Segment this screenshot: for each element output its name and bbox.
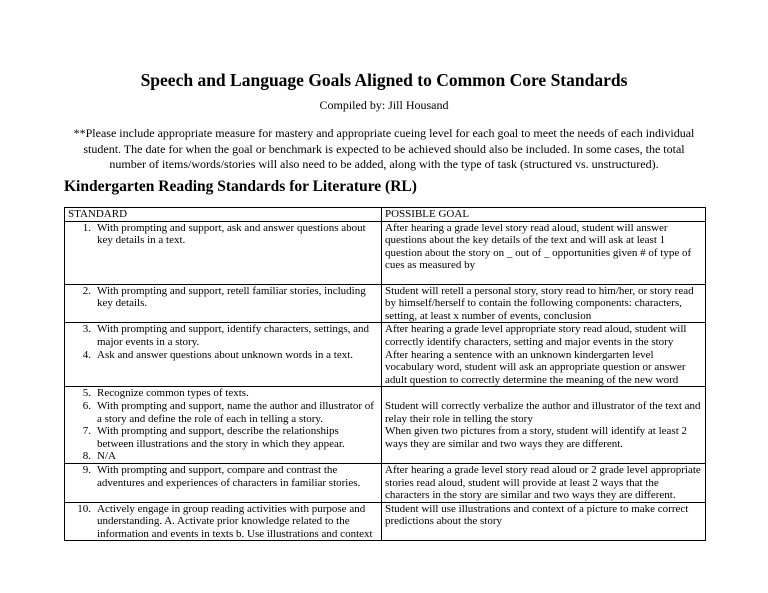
standard-text: Recognize common types of texts. [97, 387, 249, 400]
standard-item [68, 387, 378, 400]
standard-item [68, 285, 378, 310]
standard-number: 5. [82, 387, 91, 400]
standard-number: 6. [82, 399, 91, 412]
header-row [65, 208, 706, 222]
goal-cell: Student will use illustrations and context of a picture to make correct predictions about the story [382, 502, 706, 541]
standard-text: With prompting and support, describe the relationships between illustrations and the story in which they appear. [97, 425, 345, 450]
standard-number: 8. [82, 450, 91, 463]
instructions-note: **Please include appropriate measure for mastery and appropriate cueing level for each goal to meet the needs of each individual student. The date for when the goal or benchmark is expected to be achieved should also be included. In some cases, the total number of items/words/stories will also need to be added, along with the type of task (structured vs. unstructured). [73, 126, 695, 171]
standard-cell [65, 221, 382, 284]
standard-text: With prompting and support, ask and answer questions about key details in a text. [97, 221, 366, 247]
standard-cell [65, 502, 382, 541]
standard-text: N/A [97, 450, 116, 463]
standard-number: 1. [82, 221, 91, 234]
goal-cell: After hearing a grade level appropriate story read aloud, student will correctly identify characters, setting and major events in the story After hearing a sentence with an unknown kindergarten level vocabulary word, student will ask an appropriate question or answer adult question to correctly determine the meaning of the new word [382, 323, 706, 387]
table-row [65, 387, 706, 464]
standard-cell [65, 463, 382, 502]
table-row [65, 502, 706, 541]
standard-item [68, 400, 378, 425]
standard-text: With prompting and support, compare and contrast the adventures and experiences of characters in familiar stories. [97, 463, 361, 489]
standard-item [68, 464, 378, 489]
standard-number: 10. [77, 502, 91, 515]
goal-cell: After hearing a grade level story read aloud, student will answer questions about the key details of the text and will ask at least 1 question about the story on _ out of _ opportunities given # of type of cues as measured by [382, 221, 706, 284]
standard-cell [65, 323, 382, 387]
standard-text: With prompting and support, retell familiar stories, including key details. [97, 284, 366, 310]
standard-number: 4. [82, 348, 91, 361]
goal-cell: Student will correctly verbalize the author and illustrator of the text and relay their role in telling the story When given two pictures from a story, student will identify at least 2 ways they are similar and two ways they are different. [382, 387, 706, 464]
standard-item [68, 503, 378, 541]
goal-cell: Student will retell a personal story, story read to him/her, or story read by himself/herself to contain the following components: characters, setting, at least x number of events, conclusion [382, 284, 706, 323]
standard-item [68, 425, 378, 450]
standard-text: With prompting and support, name the author and illustrator of a story and define the role of each in telling a story. [97, 399, 374, 425]
header-standard: STANDARD [65, 208, 382, 222]
goals-table [64, 207, 706, 541]
standard-item [68, 450, 378, 463]
standard-text: With prompting and support, identify characters, settings, and major events in a story. [97, 323, 370, 348]
standard-number: 9. [82, 463, 91, 476]
document-title: Speech and Language Goals Aligned to Common Core Standards [140, 70, 628, 90]
standard-item [68, 222, 378, 247]
standard-item [68, 323, 378, 348]
standard-text: Ask and answer questions about unknown words in a text. [97, 348, 354, 361]
standard-cell [65, 387, 382, 464]
standard-text: Actively engage in group reading activities with purpose and understanding. A. Activate prior knowledge related to the information and events in texts b. Use illustrations and context [97, 502, 373, 540]
header-possible-goal: POSSIBLE GOAL [382, 208, 706, 222]
compiled-by: Compiled by: Jill Housand [319, 98, 449, 112]
standard-number: 3. [82, 323, 91, 336]
section-heading: Kindergarten Reading Standards for Literature (RL) [64, 178, 417, 195]
table-row [65, 323, 706, 387]
standard-item [68, 349, 378, 362]
table-row [65, 463, 706, 502]
table-row [65, 221, 706, 284]
standard-number: 2. [82, 284, 91, 297]
goal-cell: After hearing a grade level story read aloud or 2 grade level appropriate stories read aloud, student will provide at least 2 ways that the characters in the story are similar and two ways they are different. [382, 463, 706, 502]
standard-cell [65, 284, 382, 323]
standard-number: 7. [82, 425, 91, 438]
table-row [65, 284, 706, 323]
